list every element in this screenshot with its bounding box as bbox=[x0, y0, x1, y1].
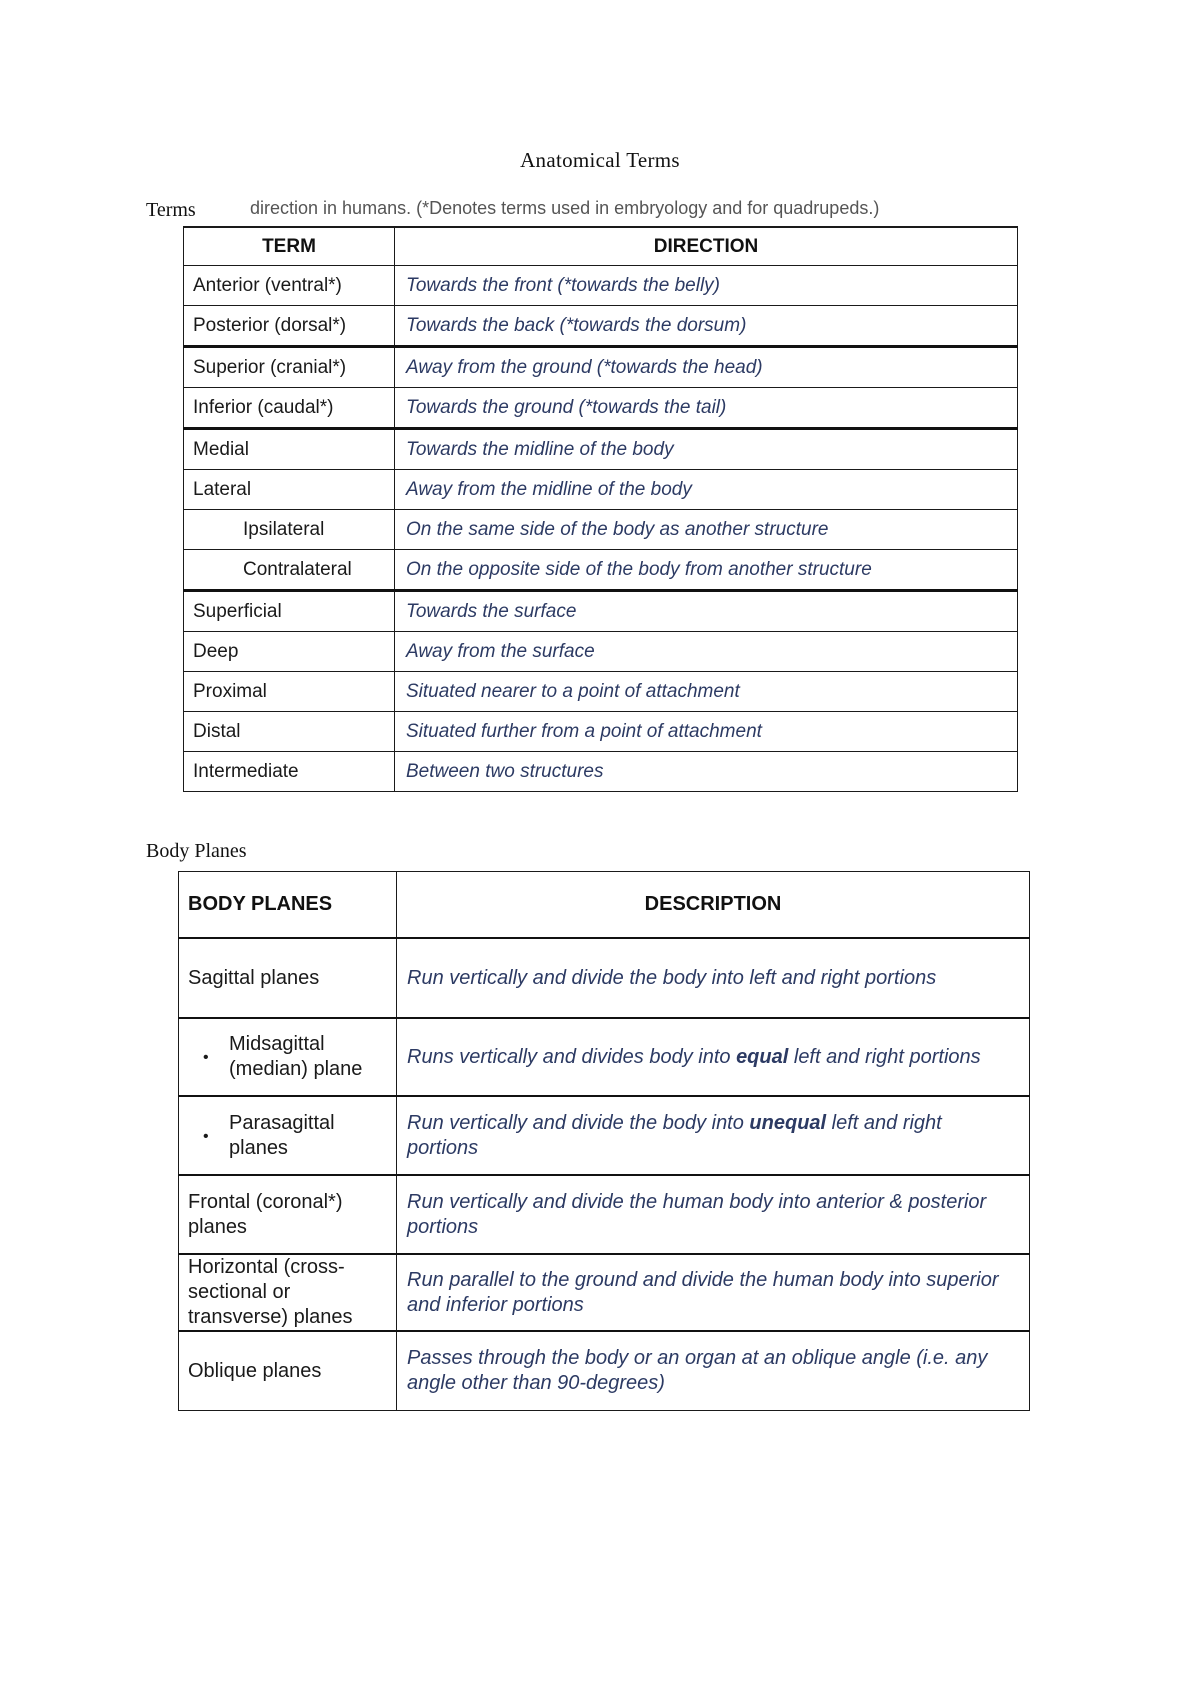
term-cell: Ipsilateral bbox=[184, 510, 395, 550]
description-text-start: Run vertically and divide the body into bbox=[407, 1111, 750, 1134]
direction-column-header: DIRECTION bbox=[395, 227, 1018, 266]
body-planes-column-header: BODY PLANES bbox=[179, 872, 397, 939]
description-text-end: left and right portions bbox=[788, 1045, 981, 1068]
table-row bbox=[179, 1175, 1030, 1254]
terms-table bbox=[183, 226, 1018, 792]
direction-cell: Towards the ground (*towards the tail) bbox=[395, 388, 1018, 429]
table-row bbox=[184, 510, 1018, 550]
direction-cell: Situated further from a point of attachment bbox=[395, 712, 1018, 752]
table-row bbox=[179, 1254, 1030, 1331]
cropped-caption-text: direction in humans. (*Denotes terms used in embryology and for quadrupeds.) bbox=[250, 198, 880, 218]
table-row bbox=[179, 1018, 1030, 1096]
term-cell: Lateral bbox=[184, 470, 395, 510]
table-row bbox=[184, 550, 1018, 591]
terms-header-row bbox=[184, 227, 1018, 266]
term-column-header: TERM bbox=[184, 227, 395, 266]
plane-label: Midsagittal (median) plane bbox=[229, 1033, 363, 1080]
term-cell: Superior (cranial*) bbox=[184, 347, 395, 388]
direction-cell: Towards the front (*towards the belly) bbox=[395, 266, 1018, 306]
direction-cell: Away from the midline of the body bbox=[395, 470, 1018, 510]
description-column-header: DESCRIPTION bbox=[397, 872, 1030, 939]
term-cell: Medial bbox=[184, 429, 395, 470]
table-row bbox=[184, 266, 1018, 306]
direction-cell: Towards the back (*towards the dorsum) bbox=[395, 306, 1018, 347]
term-cell: Intermediate bbox=[184, 752, 395, 792]
plane-label: Parasagittal planes bbox=[229, 1111, 335, 1159]
term-cell: Posterior (dorsal*) bbox=[184, 306, 395, 347]
table-row bbox=[184, 672, 1018, 712]
table-row bbox=[184, 632, 1018, 672]
description-cell: Passes through the body or an organ at an oblique angle (i.e. any angle other than 90-degrees) bbox=[397, 1331, 1030, 1411]
term-cell: Deep bbox=[184, 632, 395, 672]
body-planes-table bbox=[178, 871, 1030, 1411]
direction-cell: Away from the surface bbox=[395, 632, 1018, 672]
description-cell bbox=[397, 1096, 1030, 1175]
plane-cell: Horizontal (cross-sectional or transverse) planes bbox=[179, 1254, 397, 1331]
body-planes-heading: Body Planes bbox=[146, 840, 247, 862]
description-cell: Run vertically and divide the body into left and right portions bbox=[397, 938, 1030, 1018]
terms-heading: Terms bbox=[146, 199, 196, 221]
plane-cell bbox=[179, 1018, 397, 1096]
description-cell bbox=[397, 1018, 1030, 1096]
bullet-icon: • bbox=[203, 1127, 209, 1145]
term-cell: Inferior (caudal*) bbox=[184, 388, 395, 429]
plane-cell bbox=[179, 1096, 397, 1175]
description-emphasis: equal bbox=[736, 1045, 789, 1068]
table-row bbox=[179, 1331, 1030, 1411]
description-cell: Run vertically and divide the human body into anterior & posterior portions bbox=[397, 1175, 1030, 1254]
table-row bbox=[184, 388, 1018, 429]
direction-cell: Towards the surface bbox=[395, 591, 1018, 632]
table-row bbox=[179, 938, 1030, 1018]
table-row bbox=[184, 591, 1018, 632]
table-row bbox=[184, 347, 1018, 388]
table-row bbox=[184, 712, 1018, 752]
table-row bbox=[184, 752, 1018, 792]
term-cell: Proximal bbox=[184, 672, 395, 712]
description-emphasis: unequal bbox=[749, 1111, 827, 1134]
table-row bbox=[179, 1096, 1030, 1175]
plane-cell: Oblique planes bbox=[179, 1331, 397, 1411]
direction-cell: Between two structures bbox=[395, 752, 1018, 792]
term-cell: Superficial bbox=[184, 591, 395, 632]
document-title: Anatomical Terms bbox=[520, 148, 680, 172]
table-row bbox=[184, 470, 1018, 510]
table-row bbox=[184, 306, 1018, 347]
direction-cell: On the opposite side of the body from another structure bbox=[395, 550, 1018, 591]
description-text-start: Runs vertically and divides body into bbox=[407, 1045, 737, 1068]
direction-cell: On the same side of the body as another structure bbox=[395, 510, 1018, 550]
table-row bbox=[184, 429, 1018, 470]
term-cell: Contralateral bbox=[184, 550, 395, 591]
planes-header-row bbox=[179, 872, 1030, 939]
direction-cell: Towards the midline of the body bbox=[395, 429, 1018, 470]
bullet-icon: • bbox=[203, 1049, 209, 1066]
direction-cell: Situated nearer to a point of attachment bbox=[395, 672, 1018, 712]
direction-cell: Away from the ground (*towards the head) bbox=[395, 347, 1018, 388]
cropped-table-caption bbox=[250, 198, 1010, 222]
description-cell: Run parallel to the ground and divide the human body into superior and inferior portions bbox=[397, 1254, 1030, 1331]
description-text-end: left and right portions bbox=[407, 1111, 942, 1159]
plane-cell: Sagittal planes bbox=[179, 938, 397, 1018]
plane-cell: Frontal (coronal*) planes bbox=[179, 1175, 397, 1254]
term-cell: Distal bbox=[184, 712, 395, 752]
term-cell: Anterior (ventral*) bbox=[184, 266, 395, 306]
